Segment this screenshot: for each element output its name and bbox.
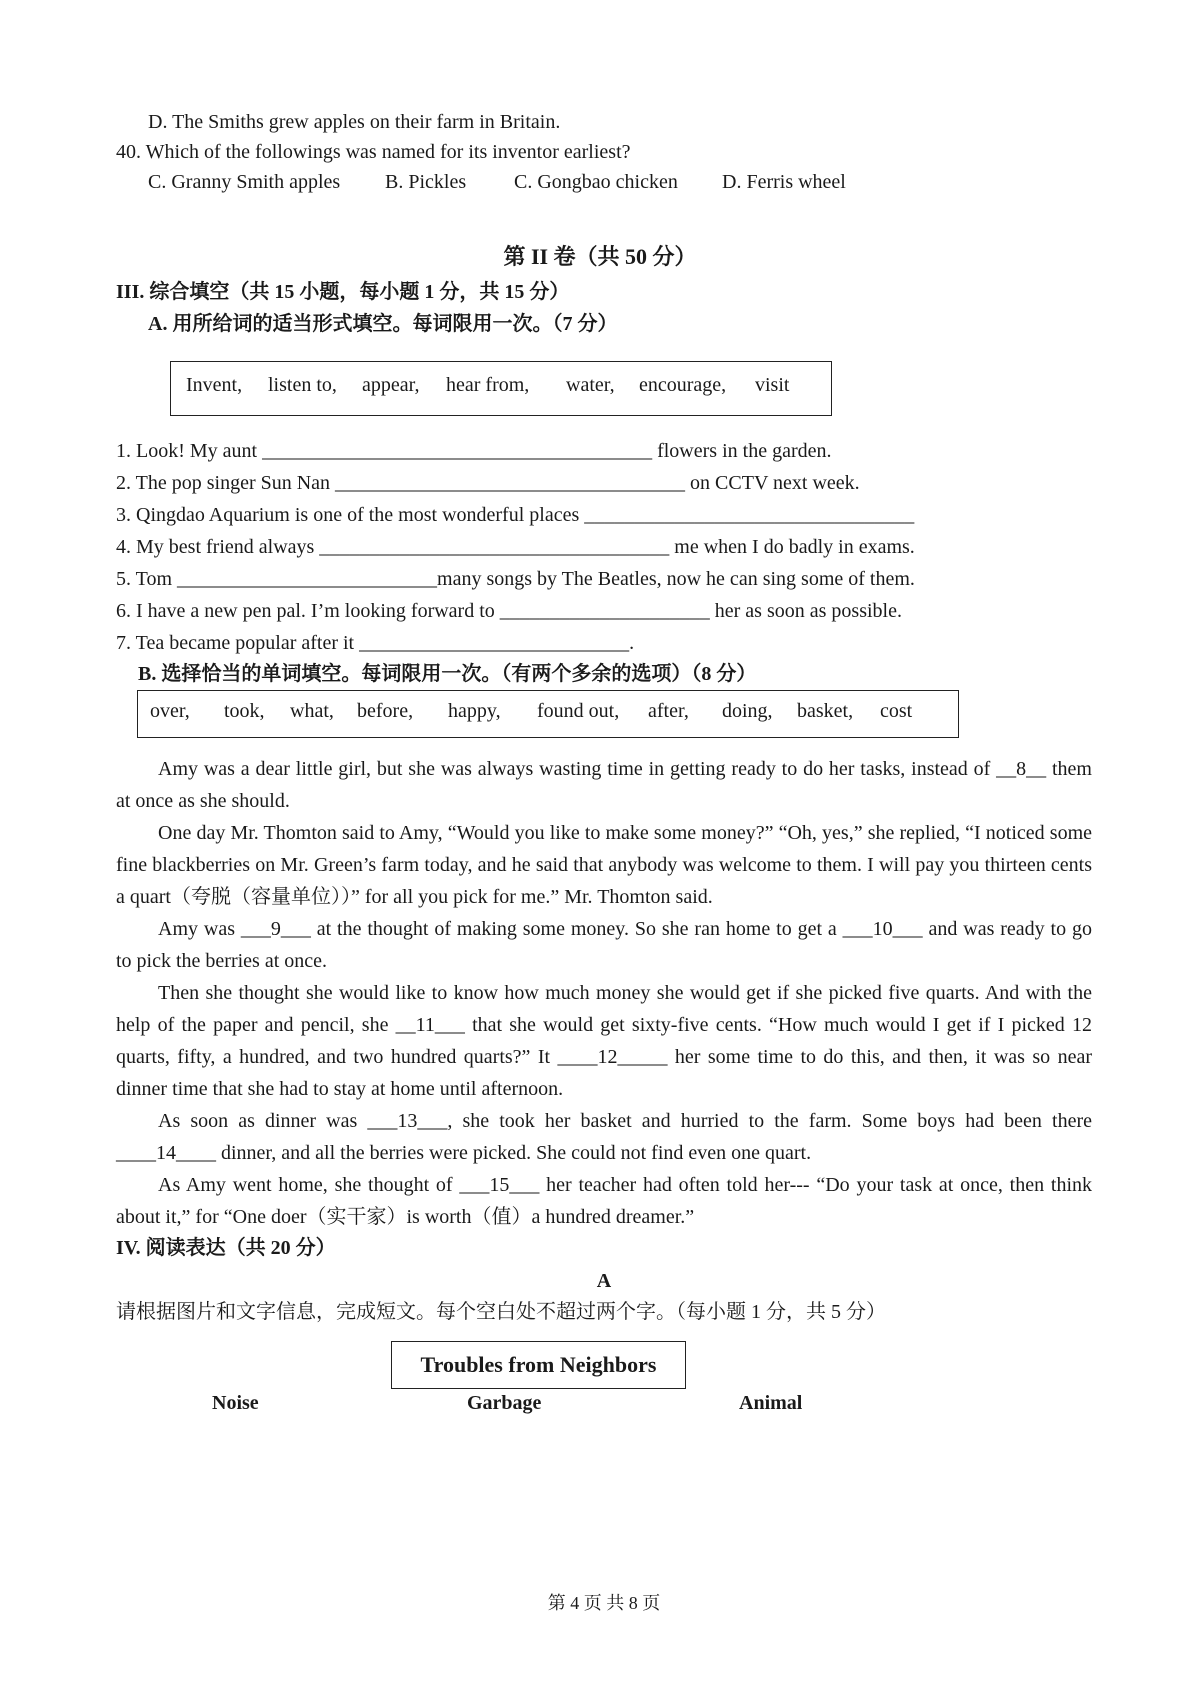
q40-options xyxy=(148,168,908,196)
partB-word: what, xyxy=(290,700,334,722)
partB-word: found out, xyxy=(537,700,620,722)
partB-word: basket, xyxy=(797,700,854,722)
q40-option: B. Pickles xyxy=(385,171,467,193)
passage-paragraph: As Amy went home, she thought of ___15___ her teacher had often told her--- “Do your task at once, then think about it,” for “One doer（实干家）is worth（值）a hundred dreamer.” xyxy=(116,1174,1092,1228)
section3-title: III. 综合填空（共 15 小题，每小题 1 分，共 15 分） xyxy=(116,281,570,303)
q40-question: 40. Which of the followings was named for its inventor earliest? xyxy=(116,141,631,163)
q39-option-d: D. The Smiths grew apples on their farm in Britain. xyxy=(148,111,561,133)
partB-word: happy, xyxy=(448,700,501,722)
partB-word: before, xyxy=(357,700,414,722)
section4-instruction: 请根据图片和文字信息，完成短文。每个空白处不超过两个字。（每小题 1 分，共 5 分） xyxy=(116,1301,886,1323)
partA-question-7: 7. Tea became popular after it ___________________________. xyxy=(116,632,635,654)
passage-paragraph: Amy was ___9___ at the thought of making some money. So she ran home to get a ___10___ and was ready to go to pick the berries at once. xyxy=(116,918,1092,972)
partA-word: visit xyxy=(755,374,790,396)
column-garbage: Garbage xyxy=(467,1392,542,1414)
partA-word-box xyxy=(170,361,832,416)
troubles-title: Troubles from Neighbors xyxy=(420,1352,657,1377)
partB-word: doing, xyxy=(722,700,773,722)
section3-partA-title: A. 用所给词的适当形式填空。每词限用一次。（7 分） xyxy=(148,313,618,335)
partA-word: hear from, xyxy=(446,374,530,396)
passage-paragraph: As soon as dinner was ___13___, she took her basket and hurried to the farm. Some boys had been there ____14____ dinner, and all the berries were picked. She could not find even one quart. xyxy=(116,1110,1092,1164)
part2-title: 第 II 卷（共 50 分） xyxy=(503,244,697,269)
q40-option: D. Ferris wheel xyxy=(722,171,846,193)
passage-paragraph: One day Mr. Thomton said to Amy, “Would you like to make some money?” “Oh, yes,” she replied, “I noticed some fine blackberries on Mr. Green’s farm today, and he said that anybody was welcome to them. I will pay you thirteen cents a quart（夸脱（容量单位））” for all you pick for me.” Mr. Thomton said. xyxy=(116,822,1092,908)
q40-option: C. Gongbao chicken xyxy=(514,171,678,193)
partA-question-5: 5. Tom __________________________many songs by The Beatles, now he can sing some of them. xyxy=(116,568,915,590)
section4-title: IV. 阅读表达（共 20 分） xyxy=(116,1237,336,1259)
partA-word: encourage, xyxy=(639,374,727,396)
partA-word: appear, xyxy=(362,374,420,396)
troubles-title-box xyxy=(391,1341,686,1389)
partA-word: listen to, xyxy=(268,374,337,396)
partA-question-4: 4. My best friend always ___________________________________ me when I do badly in exams. xyxy=(116,536,915,558)
section4-partA-label: A xyxy=(596,1270,612,1292)
section3-partB-title: B. 选择恰当的单词填空。每词限用一次。（有两个多余的选项）（8 分） xyxy=(138,663,757,685)
page-footer: 第 4 页 共 8 页 xyxy=(547,1593,661,1613)
partA-word: Invent, xyxy=(186,374,243,396)
partA-word: water, xyxy=(566,374,615,396)
partB-word: cost xyxy=(880,700,913,722)
partB-word: after, xyxy=(648,700,689,722)
column-noise: Noise xyxy=(212,1392,259,1414)
partB-word-box xyxy=(137,690,959,738)
partA-question-3: 3. Qingdao Aquarium is one of the most wonderful places _________________________________ xyxy=(116,504,915,526)
partB-word: over, xyxy=(150,700,190,722)
passage-paragraph: Then she thought she would like to know how much money she would get if she picked five quarts. And with the help of the paper and pencil, she __11___ that she would get sixty-five cents. “How much would I get if I picked 12 quarts, fifty, a hundred, and two hundred quarts?” It ____12_____ her some time to do this, and then, it was so near dinner time that she had to stay at home until afternoon. xyxy=(116,982,1092,1100)
partA-question-6: 6. I have a new pen pal. I’m looking forward to _____________________ her as soon as possible. xyxy=(116,600,902,622)
q40-option: C. Granny Smith apples xyxy=(148,171,341,193)
partA-question-2: 2. The pop singer Sun Nan ___________________________________ on CCTV next week. xyxy=(116,472,860,494)
partA-question-1: 1. Look! My aunt _______________________________________ flowers in the garden. xyxy=(116,440,832,462)
partB-word: took, xyxy=(224,700,265,722)
passage-paragraph: Amy was a dear little girl, but she was always wasting time in getting ready to do her tasks, instead of __8__ them at once as she should. xyxy=(116,758,1092,812)
column-animal: Animal xyxy=(739,1392,803,1414)
